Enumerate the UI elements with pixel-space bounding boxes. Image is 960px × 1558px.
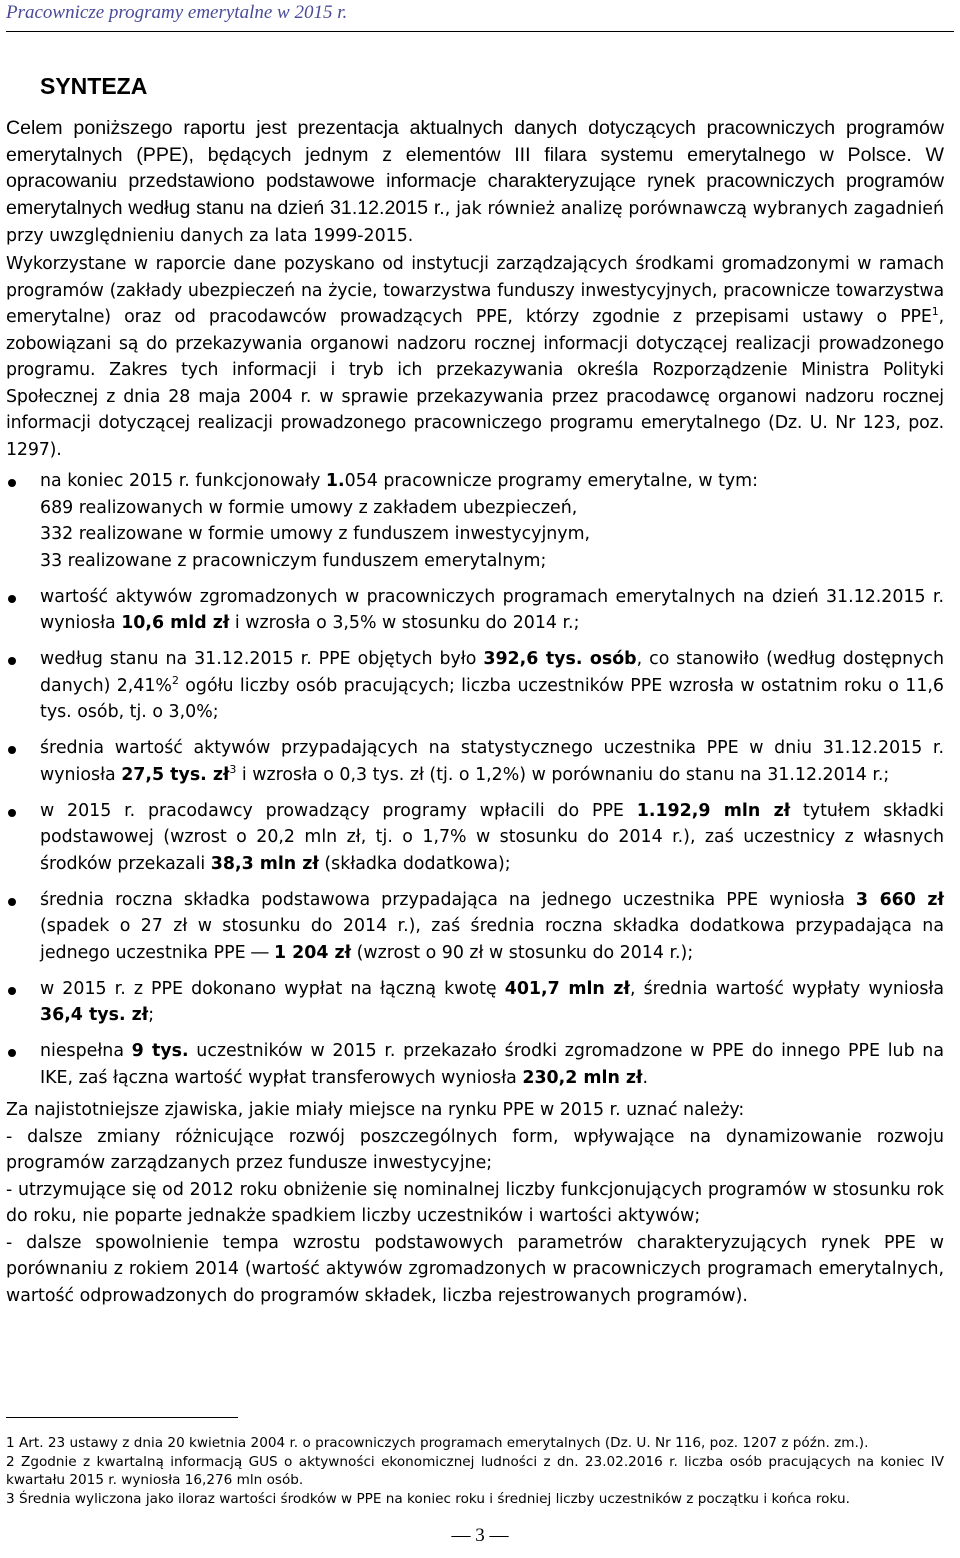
item-text: w 2015 r. pracodawcy prowadzący programy wpłacili do PPE	[40, 800, 637, 821]
item-text: w 2015 r. z PPE dokonano wypłat na łączną kwotę	[40, 978, 505, 999]
item-bold: 230,2 mln zł	[522, 1067, 643, 1088]
item-text: (składka dodatkowa);	[318, 853, 511, 874]
item-bold: 10,6 mld zł	[121, 613, 230, 633]
bullet-icon	[8, 479, 16, 487]
footnotes	[6, 1434, 944, 1508]
list-item	[6, 584, 944, 637]
item-text: (spadek o 27 zł w stosunku do 2014 r.), zaś średnia roczna składka dodatkowa przypadająca na jednego uczestnika PPE ―	[40, 916, 944, 963]
item-bold: 3 660 zł	[855, 889, 944, 910]
sources-text-b: , zobowiązani są do przekazywania organowi nadzoru rocznej informacji dotyczącej realizacji prowadzonego programu. Zakres tych informacji i tryb ich przekazywania określa Rozporządzenie Ministra Polityki Społecznej z dnia 28 maja 2004 r. w sprawie przekazywania przez pracodawcę organowi nadzoru rocznej informacji dotyczącej realizacji prowadzonego pracowniczego programu emerytalnego (Dz. U. Nr 123, poz. 1297).	[6, 307, 944, 460]
list-item	[6, 887, 944, 967]
summary-section	[6, 1097, 944, 1309]
item-bold: 392,6 tys. osób	[483, 649, 637, 669]
item-bold: 36,4 tys. zł	[40, 1005, 149, 1025]
item-text: uczestników w 2015 r. przekazało środki zgromadzone w PPE do innego PPE lub na IKE, zaś łączna wartość wypłat transferowych wyniosła	[40, 1041, 944, 1088]
item-bold: 27,5 tys. zł	[121, 764, 230, 785]
item-text: ogółu liczby osób pracujących; liczba uczestników PPE wzrosła w ostatnim roku o 11,6 tys. osób, tj. o 3,0%;	[40, 675, 944, 722]
footnote-ref-3[interactable]: 3	[229, 762, 237, 776]
item-text: , co stanowiło (według dostępnych danych) 2,41%	[40, 649, 944, 696]
item-bold: 1.192,9 mln zł	[636, 800, 791, 821]
intro-paragraph	[6, 115, 944, 250]
footnote-3: 3 Średnia wyliczona jako iloraz wartości środków w PPE na koniec roku i średniej liczby uczestników z początku i końca roku.	[6, 1490, 850, 1507]
item-text: ;	[148, 1005, 155, 1025]
sources-paragraph	[6, 251, 944, 463]
bullet-icon	[8, 987, 16, 995]
page-number: ― 3 ―	[451, 1525, 509, 1546]
item-text: i wzrosła o 3,5% w stosunku do 2014 r.;	[229, 613, 580, 633]
sub-line: 332 realizowane w formie umowy z funduszem inwestycyjnym,	[40, 524, 591, 544]
list-item	[6, 646, 944, 726]
bullet-icon	[8, 1049, 16, 1057]
item-bold: 38,3 mln zł	[210, 853, 319, 874]
list-item	[6, 735, 944, 788]
item-bold: 1.	[325, 471, 345, 491]
item-bold: 1 204 zł	[274, 942, 352, 963]
item-text: wartość aktywów zgromadzonych w pracowniczych programach emerytalnych na dzień 31.12.2015 r. wyniosła	[40, 586, 944, 633]
summary-point-3: - dalsze spowolnienie tempa wzrostu podstawowych parametrów charakteryzujących rynek PPE w porównaniu z rokiem 2014 (wartość aktywów zgromadzonych w pracowniczych programach emerytalnych, wartość odprowadzonych do programów składek, liczba rejestrowanych programów).	[6, 1232, 944, 1306]
item-text: średnia wartość aktywów przypadających na statystycznego uczestnika PPE w dniu 31.12.2015 r. wyniosła	[40, 738, 944, 785]
list-item	[6, 798, 944, 878]
list-item	[6, 976, 944, 1029]
list-item	[6, 468, 944, 574]
list-item	[6, 1038, 944, 1091]
footnote-ref-2[interactable]: 2	[171, 673, 179, 687]
summary-lead: Za najistotniejsze zjawiska, jakie miały miejsce na rynku PPE w 2015 r. uznać należy:	[6, 1100, 745, 1120]
bullet-icon	[8, 898, 16, 906]
footnote-1: 1 Art. 23 ustawy z dnia 20 kwietnia 2004 r. o pracowniczych programach emerytalnych (Dz. U. Nr 116, poz. 1207 z późn. zm.).	[6, 1435, 869, 1451]
footnote-ref-1[interactable]: 1	[931, 305, 939, 319]
item-text: 054 pracownicze programy emerytalne, w tym:	[344, 471, 758, 491]
bullet-icon	[8, 657, 16, 665]
running-header: Pracownicze programy emerytalne w 2015 r.	[6, 2, 348, 23]
item-text: tytułem składki podstawowej (wzrost o 20,2 mln zł, tj. o 1,7% w stosunku do 2014 r.), zaś uczestnicy z własnych środków przekazali	[40, 800, 944, 874]
summary-point-1: - dalsze zmiany różnicujące rozwój poszczególnych form, wpływające na dynamizowanie rozwoju programów zarządzanych przez fundusze inwestycyjne;	[6, 1126, 944, 1173]
bullet-icon	[8, 746, 16, 754]
item-text: na koniec 2015 r. funkcjonowały	[40, 471, 326, 491]
footnote-rule	[6, 1417, 238, 1418]
summary-point-2: - utrzymujące się od 2012 roku obniżenie się nominalnej liczby funkcjonujących programów w stosunku rok do roku, nie poparte jednakże spadkiem liczby uczestników i wartości aktywów;	[6, 1179, 944, 1226]
intro-text-b: , jak również analizę porównawczą wybranych zagadnień przy uwzględnieniu danych za lata 1999-2015.	[6, 198, 945, 246]
footnote-2: 2 Zgodnie z kwartalną informacją GUS o aktywności ekonomicznej ludności z dn. 23.02.2016 r. liczba osób pracujących na koniec IV kwartału 2015 r. wyniosła 16,276 mln osób.	[6, 1453, 944, 1488]
bullet-icon	[8, 809, 16, 817]
section-heading: SYNTEZA	[40, 73, 148, 99]
item-text: , średnia wartość wypłaty wyniosła	[630, 978, 944, 999]
item-text: i wzrosła o 0,3 tys. zł (tj. o 1,2%) w porównaniu do stanu na 31.12.2014 r.;	[236, 764, 890, 785]
sub-line: 33 realizowane z pracowniczym funduszem emerytalnym;	[40, 550, 547, 571]
item-text: .	[642, 1067, 649, 1088]
sub-line: 689 realizowanych w formie umowy z zakładem ubezpieczeń,	[40, 497, 578, 518]
item-text: (wzrost o 90 zł w stosunku do 2014 r.);	[351, 942, 694, 963]
item-bold: 9 tys.	[131, 1041, 189, 1061]
item-bold: 401,7 mln zł	[504, 978, 630, 999]
item-text: według stanu na 31.12.2015 r. PPE objętych było	[40, 649, 484, 669]
bullet-icon	[8, 595, 16, 603]
intro-text-a: Celem poniższego raportu jest prezentacja aktualnych danych dotyczących pracowniczych programów emerytalnych (PPE), będących jednym z elementów III filara systemu emerytalnego w Polsce. W opracowaniu przedstawiono podstawowe informacje charakteryzujące rynek pracowniczych programów emerytalnych według stanu na dzień 31.12.2015 r.	[6, 117, 944, 219]
item-text: niespełna	[40, 1041, 132, 1061]
key-facts-list	[6, 468, 944, 1101]
item-text: średnia roczna składka podstawowa przypadająca na jednego uczestnika PPE wyniosła	[40, 889, 856, 910]
sources-text-a: Wykorzystane w raporcie dane pozyskano od instytucji zarządzających środkami gromadzonymi w ramach programów (zakłady ubezpieczeń na życie, towarzystwa funduszy inwestycyjnych, pracownicze towarzystwa emerytalne) oraz od pracodawców prowadzących PPE, którzy zgodnie z przepisami ustawy o PPE	[6, 254, 944, 327]
header-rule	[6, 31, 954, 32]
